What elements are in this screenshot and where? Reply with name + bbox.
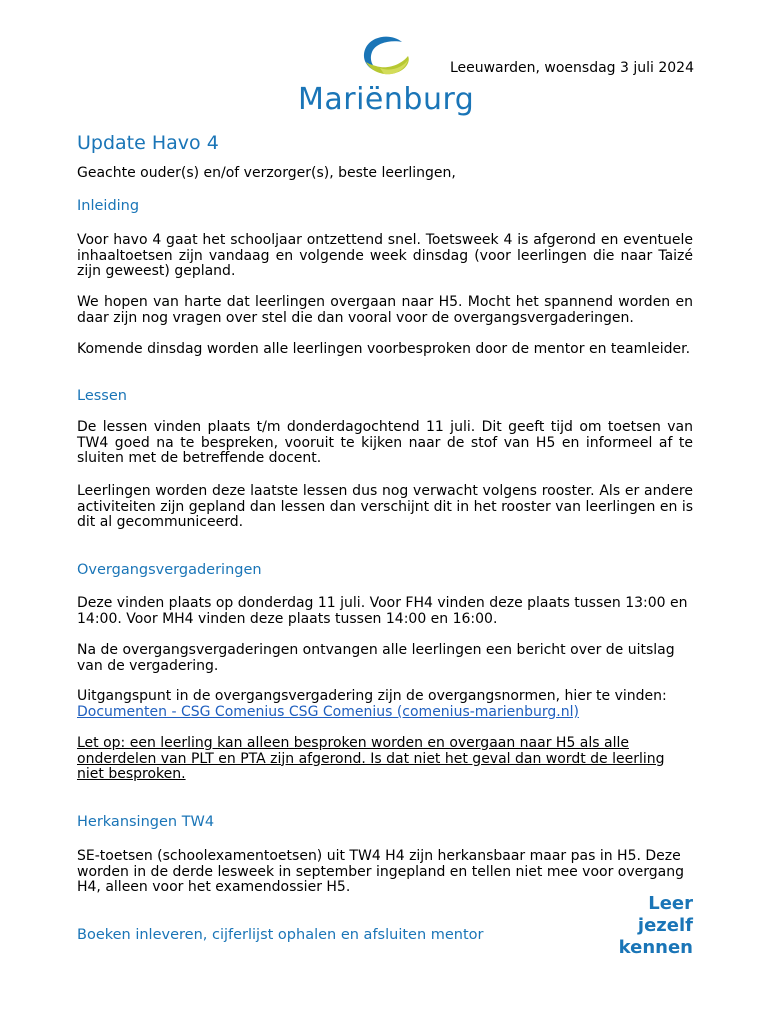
herkansingen-paragraph-1: SE-toetsen (schoolexamentoetsen) uit TW4 H4 zijn herkansbaar maar pas in H5. Deze worden in de derde lesweek in september ingepland en tellen niet mee voor overgang H4, alleen voor het examendossier H5. — [77, 848, 684, 896]
documents-link[interactable]: Documenten - CSG Comenius CSG Comenius (comenius-marienburg.nl) — [77, 704, 579, 720]
logo-mark-icon — [298, 34, 478, 84]
letter-date: Leeuwarden, woensdag 3 juli 2024 — [449, 60, 694, 76]
slogan-line-1: Leer — [648, 893, 693, 914]
heading-lessen: Lessen — [77, 388, 127, 404]
page-title: Update Havo 4 — [77, 132, 219, 154]
lessen-paragraph-2: Leerlingen worden deze laatste lessen dus nog verwacht volgens rooster. Als er andere activiteiten zijn gepland dan lessen dan verschijnt dit in het rooster van leerlingen en is dit al gecommuniceerd. — [77, 483, 693, 531]
heading-inleiding: Inleiding — [77, 198, 140, 214]
salutation: Geachte ouder(s) en/of verzorger(s), beste leerlingen, — [77, 165, 456, 181]
lessen-paragraph-1: De lessen vinden plaats t/m donderdagochtend 11 juli. Dit geeft tijd om toetsen van TW4 goed na te bespreken, vooruit te kijken naar de stof van H5 en informeel af te sluiten met de betreffende docent. — [77, 419, 693, 467]
overgang-paragraph-2: Na de overgangsvergaderingen ontvangen alle leerlingen een bericht over de uitslag van de vergadering. — [77, 642, 675, 674]
inleiding-paragraph-3: Komende dinsdag worden alle leerlingen voorbesproken door de mentor en teamleider. — [77, 341, 691, 357]
slogan-line-2: jezelf — [637, 915, 693, 936]
overgang-paragraph-1: Deze vinden plaats op donderdag 11 juli. Voor FH4 vinden deze plaats tussen 13:00 en 14:00. Voor MH4 vinden deze plaats tussen 14:00 en 16:00. — [77, 595, 688, 627]
logo-wordmark: Mariënburg — [298, 82, 475, 117]
school-logo — [298, 34, 478, 118]
slogan-line-3: kennen — [618, 937, 693, 958]
heading-boeken: Boeken inleveren, cijferlijst ophalen en afsluiten mentor — [77, 927, 484, 943]
slogan — [619, 893, 693, 959]
overgang-paragraph-3: Uitgangspunt in de overgangsvergadering zijn de overgangsnormen, hier te vinden: — [77, 688, 667, 704]
inleiding-paragraph-1: Voor havo 4 gaat het schooljaar ontzettend snel. Toetsweek 4 is afgerond en eventuele inhaaltoetsen zijn vandaag en volgende week dinsdag (voor leerlingen die naar Taizé zijn geweest) gepland. — [77, 232, 693, 280]
heading-herkansingen: Herkansingen TW4 — [77, 814, 215, 830]
documents-link-wrapper — [77, 705, 693, 721]
overgang-note: Let op: een leerling kan alleen besproken worden en overgaan naar H5 als alle onderdelen van PLT en PTA zijn afgerond. Is dat niet het geval dan wordt de leerling niet besproken. — [77, 735, 665, 783]
heading-overgangsvergaderingen: Overgangsvergaderingen — [77, 562, 262, 578]
inleiding-paragraph-2: We hopen van harte dat leerlingen overgaan naar H5. Mocht het spannend worden en daar zijn nog vragen over stel die dan vooral voor de overgangsvergaderingen. — [77, 294, 693, 326]
